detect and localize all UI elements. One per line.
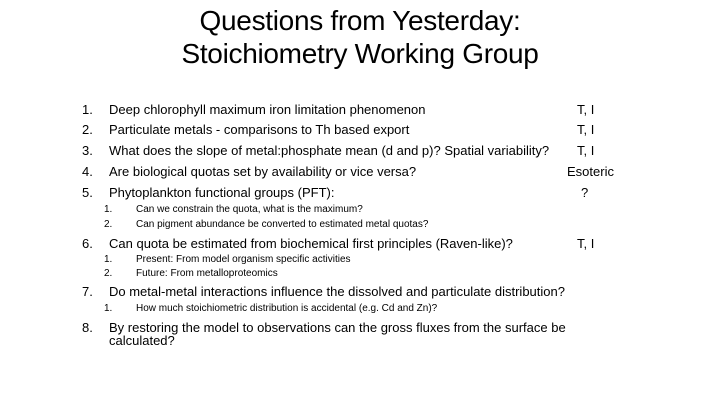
sub-item-number: 2. [104,268,113,279]
item-tag: T, I [577,143,595,158]
sub-item-text: Can we constrain the quota, what is the maximum? [136,204,363,215]
list-item [0,121,720,142]
list-item [0,184,720,203]
item-text: Do metal-metal interactions influence the dissolved and particulate distribution? [109,284,565,299]
item-text: What does the slope of metal:phosphate mean (d and p)? Spatial variability? [109,143,550,158]
list-item [0,235,720,253]
item-text: Particulate metals - comparisons to Th based export [109,122,410,137]
item-number: 2. [82,122,93,137]
item-text: By restoring the model to observations can the gross fluxes from the surface be calculated? [109,320,566,348]
item-number: 5. [82,185,93,200]
list-item [0,163,720,184]
sub-list-item [0,302,720,319]
item-text: Deep chlorophyll maximum iron limitation phenomenon [109,102,426,117]
sub-list-item [0,203,720,218]
list-item [0,319,720,349]
item-tag: ? [581,185,589,200]
item-number: 1. [82,102,93,117]
sub-item-number: 1. [104,253,113,265]
item-number: 7. [82,284,93,299]
sub-item-number: 1. [104,303,113,314]
question-list [0,101,720,349]
item-tag: T, I [577,102,595,117]
item-text: Are biological quotas set by availability or vice versa? [109,164,417,179]
item-tag: T, I [577,122,595,137]
item-tag: Esoteric [567,164,614,179]
sub-item-number: 2. [104,218,113,230]
item-tag: T, I [577,235,595,251]
item-text: Can quota be estimated from biochemical first principles (Raven-like)? [109,235,513,251]
sub-item-text: Present: From model organism specific activities [136,253,351,265]
item-number: 3. [82,143,93,158]
sub-list-item [0,267,720,283]
item-number: 6. [82,235,93,251]
sub-item-text: How much stoichiometric distribution is accidental (e.g. Cd and Zn)? [136,303,438,314]
list-item [0,283,720,302]
title-line-1: Questions from Yesterday: [199,5,521,36]
item-number: 8. [82,320,93,335]
sub-list-item [0,218,720,235]
title-line-2: Stoichiometry Working Group [181,38,539,69]
item-number: 4. [82,164,93,179]
list-item [0,142,720,163]
sub-item-number: 1. [104,204,113,215]
list-item [0,101,720,121]
slide-title [0,4,720,70]
sub-item-text: Future: From metalloproteomics [136,268,278,279]
sub-list-item [0,253,720,268]
item-text: Phytoplankton functional groups (PFT): [109,185,335,200]
sub-item-text: Can pigment abundance be converted to estimated metal quotas? [136,218,429,230]
